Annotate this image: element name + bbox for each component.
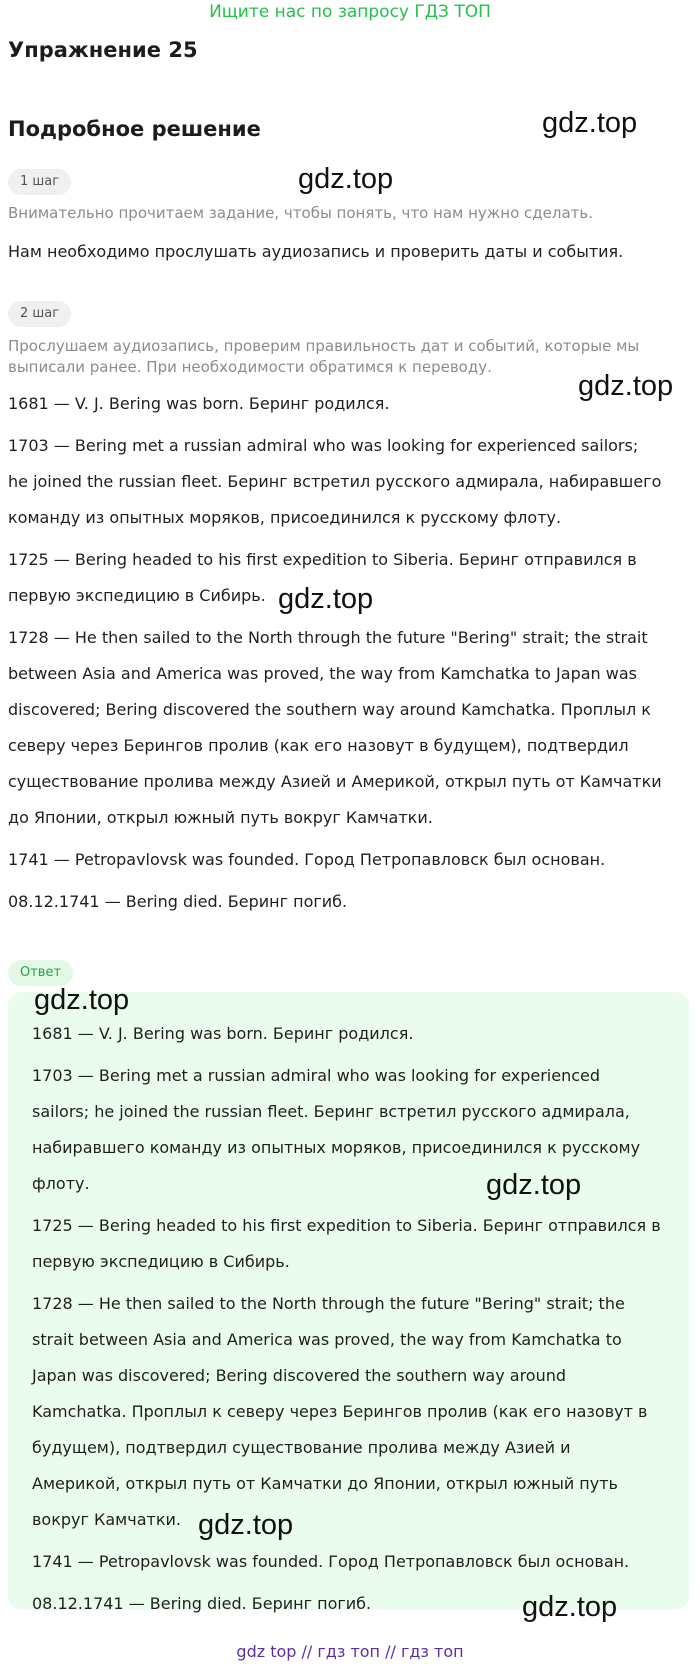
watermark: gdz.top	[198, 1509, 294, 1541]
footer-links[interactable]: gdz top // гдз топ // гдз топ	[236, 1642, 464, 1661]
step-2-badge: 2 шаг	[8, 301, 71, 327]
watermark: gdz.top	[578, 370, 674, 402]
answer-timeline	[32, 1016, 662, 1622]
solution-title: Подробное решение	[8, 117, 261, 141]
timeline-item: 08.12.1741 — Bering died. Беринг погиб.	[8, 892, 348, 911]
step-2-timeline	[8, 386, 663, 920]
timeline-item: 1681 — V. J. Bering was born. Беринг родился.	[8, 394, 390, 413]
watermark: gdz.top	[542, 107, 638, 139]
timeline-item: 1741 — Petropavlovsk was founded. Город Петропавловск был основан.	[8, 850, 606, 869]
step-2-hint: Прослушаем аудиозапись, проверим правильность дат и событий, которые мы выписали ранее. При необходимости обратимся к переводу.	[8, 337, 640, 376]
answer-item: 1728 — He then sailed to the North through the future "Bering" strait; the strait between Asia and America was proved, the way from Kamchatka to Japan was discovered; Bering discovered the southern way around Kamchatka. Проплыл к северу через Берингов пролив (как его назовут в будущем), подтвердил существование пролива между Азией и Америкой, открыл путь от Камчатки до Японии, открыл южный путь вокруг Камчатки.	[32, 1294, 648, 1529]
answer-item: 1681 — V. J. Bering was born. Беринг родился.	[32, 1024, 414, 1043]
answer-item: 1725 — Bering headed to his first expedition to Siberia. Беринг отправился в первую экспедицию в Сибирь.	[32, 1216, 661, 1271]
timeline-item: 1703 — Bering met a russian admiral who was looking for experienced sailors; he joined the russian fleet. Беринг встретил русского адмирала, набиравшего команду из опытных моряков, присоединился к русскому флоту.	[8, 436, 662, 527]
exercise-title: Упражнение 25	[8, 38, 198, 62]
timeline-item: 1725 — Bering headed to his first expedition to Siberia. Беринг отправился в первую экспедицию в Сибирь.	[8, 550, 637, 605]
watermark: gdz.top	[298, 163, 394, 195]
answer-badge: Ответ	[8, 960, 73, 986]
step-1-badge: 1 шаг	[8, 169, 71, 195]
watermark: gdz.top	[278, 583, 374, 615]
answer-item: 1741 — Petropavlovsk was founded. Город Петропавловск был основан.	[32, 1552, 630, 1571]
watermark: gdz.top	[522, 1591, 618, 1623]
watermark: gdz.top	[34, 984, 130, 1016]
step-1-hint: Внимательно прочитаем задание, чтобы понять, что нам нужно сделать.	[8, 204, 594, 222]
answer-item: 1703 — Bering met a russian admiral who was looking for experienced sailors; he joined the russian fleet. Беринг встретил русского адмирала, набиравшего команду из опытных моряков, присоединился к русскому флоту.	[32, 1066, 641, 1193]
watermark: gdz.top	[486, 1169, 582, 1201]
answer-item: 08.12.1741 — Bering died. Беринг погиб.	[32, 1594, 372, 1613]
search-banner[interactable]: Ищите нас по запросу ГДЗ ТОП	[209, 2, 491, 22]
timeline-item: 1728 — He then sailed to the North through the future "Bering" strait; the strait between Asia and America was proved, the way from Kamchatka to Japan was discovered; Bering discovered the southern way around Kamchatka. Проплыл к северу через Берингов пролив (как его назовут в будущем), подтвердил существование пролива между Азией и Америкой, открыл путь от Камчатки до Японии, открыл южный путь вокруг Камчатки.	[8, 628, 662, 827]
step-1-text: Нам необходимо прослушать аудиозапись и проверить даты и события.	[8, 242, 624, 261]
